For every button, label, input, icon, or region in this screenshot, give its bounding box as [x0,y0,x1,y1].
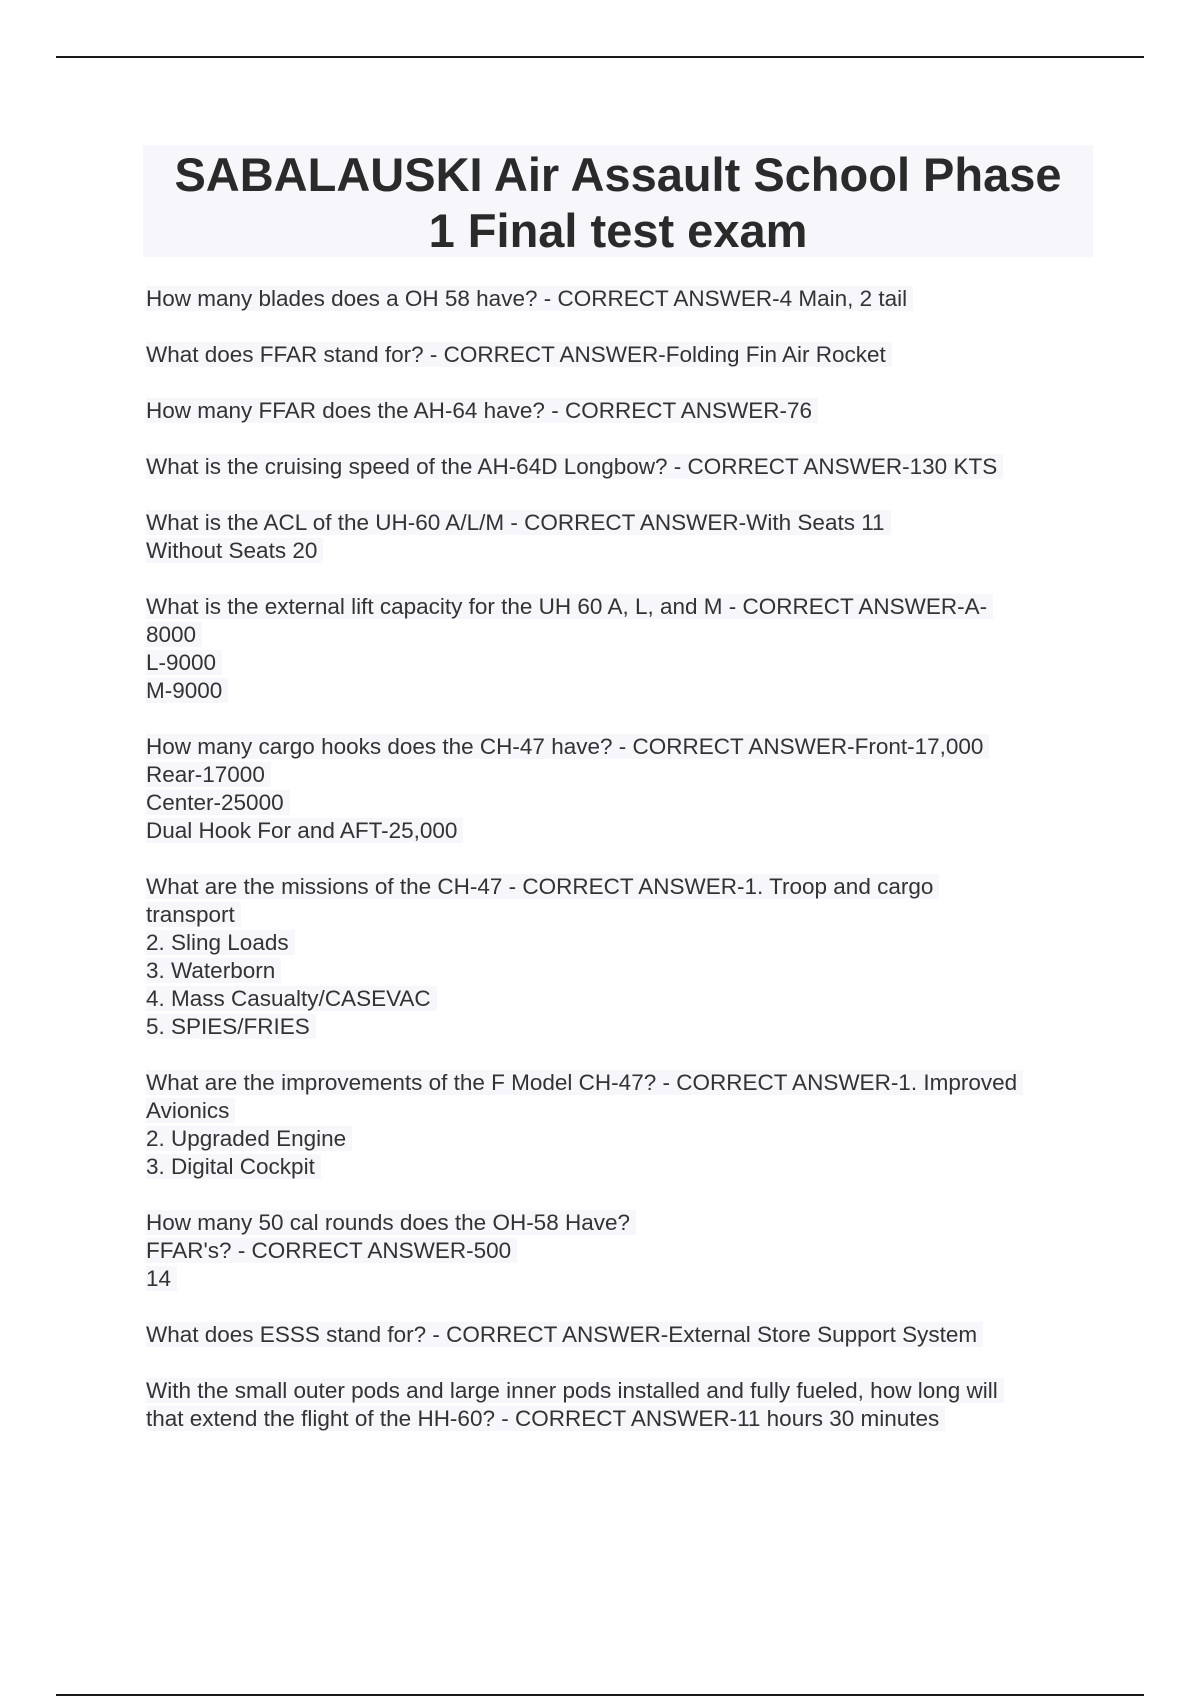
qa-text: 3. Waterborn [146,958,281,983]
qa-question-line [146,397,1106,425]
qa-text: How many FFAR does the AH-64 have? - CORRECT ANSWER-76 [146,398,818,423]
qa-text: 5. SPIES/FRIES [146,1014,316,1039]
qa-answer-line [146,1405,1106,1433]
title-line-1: SABALAUSKI Air Assault School Phase [174,148,1062,201]
bottom-divider [56,1694,1144,1696]
qa-item [146,593,1106,705]
qa-text: 3. Digital Cockpit [146,1154,321,1179]
qa-text: L-9000 [146,650,222,675]
qa-list [146,285,1106,1461]
qa-answer-line [146,537,1106,565]
qa-text: M-9000 [146,678,228,703]
qa-answer-line [146,1237,1106,1265]
qa-text: What does FFAR stand for? - CORRECT ANSWER-Folding Fin Air Rocket [146,342,892,367]
qa-item [146,873,1106,1041]
qa-answer-line [146,649,1106,677]
qa-answer-line [146,817,1106,845]
qa-question-line [146,873,1106,901]
title-banner [143,145,1093,257]
qa-text: that extend the flight of the HH-60? - CORRECT ANSWER-11 hours 30 minutes [146,1406,945,1431]
qa-text: Dual Hook For and AFT-25,000 [146,818,463,843]
qa-question-line [146,1377,1106,1405]
qa-text: Avionics [146,1098,235,1123]
qa-answer-line [146,761,1106,789]
qa-text: How many blades does a OH 58 have? - CORRECT ANSWER-4 Main, 2 tail [146,286,913,311]
qa-text: 14 [146,1266,177,1291]
top-divider [56,56,1144,58]
qa-question-line [146,285,1106,313]
qa-text: What does ESSS stand for? - CORRECT ANSWER-External Store Support System [146,1322,983,1347]
qa-text: What are the missions of the CH-47 - CORRECT ANSWER-1. Troop and cargo [146,874,939,899]
qa-answer-line [146,929,1106,957]
qa-item [146,1069,1106,1181]
qa-answer-line [146,1153,1106,1181]
qa-item [146,733,1106,845]
qa-answer-line [146,677,1106,705]
qa-text: 2. Sling Loads [146,930,295,955]
qa-question-line [146,1209,1106,1237]
qa-answer-line [146,985,1106,1013]
qa-question-line [146,509,1106,537]
qa-question-line [146,1069,1106,1097]
qa-answer-line [146,1013,1106,1041]
qa-item [146,509,1106,565]
qa-text: 2. Upgraded Engine [146,1126,352,1151]
document-title [143,147,1093,259]
qa-item [146,285,1106,313]
qa-text: What is the ACL of the UH-60 A/L/M - CORRECT ANSWER-With Seats 11 [146,510,891,535]
qa-answer-line [146,789,1106,817]
qa-answer-line [146,957,1106,985]
qa-answer-line [146,901,1106,929]
qa-text: Without Seats 20 [146,538,323,563]
qa-item [146,341,1106,369]
qa-question-line [146,593,1106,621]
title-line-2: 1 Final test exam [428,204,808,257]
qa-text: How many 50 cal rounds does the OH-58 Have? [146,1210,636,1235]
qa-question-line [146,1321,1106,1349]
qa-text: FFAR's? - CORRECT ANSWER-500 [146,1238,517,1263]
qa-text: What is the cruising speed of the AH-64D Longbow? - CORRECT ANSWER-130 KTS [146,454,1003,479]
qa-text: What are the improvements of the F Model CH-47? - CORRECT ANSWER-1. Improved [146,1070,1023,1095]
qa-item [146,453,1106,481]
qa-text: transport [146,902,241,927]
qa-answer-line [146,621,1106,649]
qa-text: What is the external lift capacity for the UH 60 A, L, and M - CORRECT ANSWER-A- [146,594,993,619]
qa-text: 8000 [146,622,202,647]
qa-text: With the small outer pods and large inner pods installed and fully fueled, how long will [146,1378,1004,1403]
qa-text: 4. Mass Casualty/CASEVAC [146,986,437,1011]
qa-text: Rear-17000 [146,762,271,787]
qa-question-line [146,733,1106,761]
qa-answer-line [146,1125,1106,1153]
qa-question-line [146,453,1106,481]
qa-item [146,1321,1106,1349]
qa-item [146,397,1106,425]
qa-answer-line [146,1097,1106,1125]
qa-question-line [146,341,1106,369]
qa-item [146,1209,1106,1293]
qa-text: Center-25000 [146,790,290,815]
qa-text: How many cargo hooks does the CH-47 have? - CORRECT ANSWER-Front-17,000 [146,734,989,759]
qa-answer-line [146,1265,1106,1293]
qa-item [146,1377,1106,1433]
